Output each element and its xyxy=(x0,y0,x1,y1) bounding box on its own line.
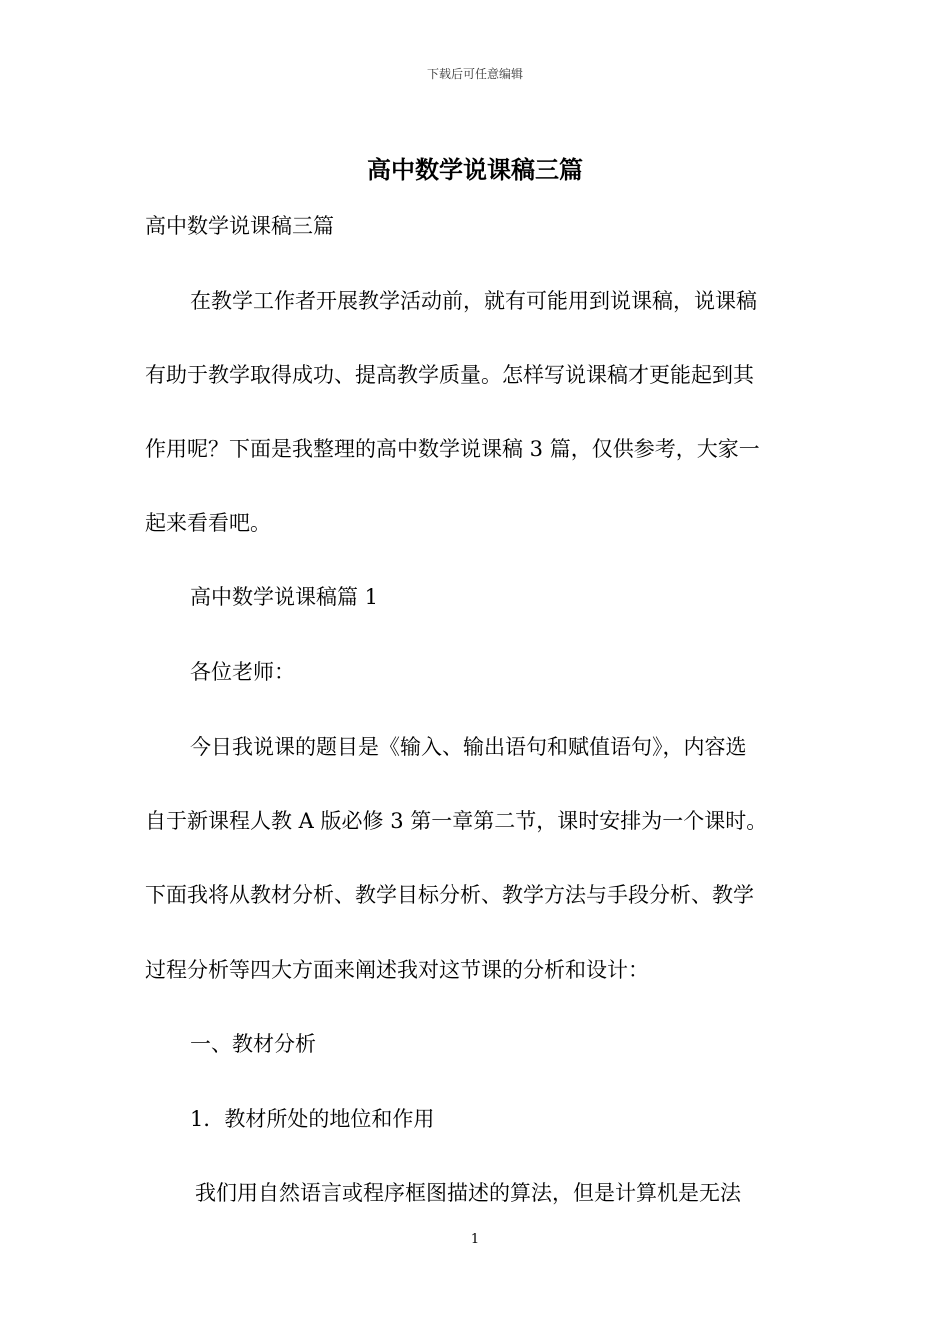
subsection-heading: 1．教材所处的地位和作用 xyxy=(190,1107,435,1131)
document-title: 高中数学说课稿三篇 xyxy=(367,155,583,184)
paragraph-line: 在教学工作者开展教学活动前，就有可能用到说课稿，说课稿 xyxy=(190,289,757,313)
salutation-line: 各位老师： xyxy=(190,660,295,684)
paragraph-line: 作用呢？下面是我整理的高中数学说课稿 3 篇，仅供参考，大家一 xyxy=(145,437,760,461)
paragraph-line: 过程分析等四大方面来阐述我对这节课的分析和设计： xyxy=(145,958,649,982)
paragraph-line: 起来看看吧。 xyxy=(145,511,271,535)
section-heading: 高中数学说课稿篇 1 xyxy=(190,585,379,609)
paragraph-line: 有助于教学取得成功、提高教学质量。怎样写说课稿才更能起到其 xyxy=(145,363,754,387)
paragraph-line: 我们用自然语言或程序框图描述的算法，但是计算机是无法 xyxy=(195,1181,741,1205)
page-number: 1 xyxy=(470,1232,480,1247)
header-note: 下载后可任意编辑 xyxy=(426,67,523,81)
paragraph-line: 自于新课程人教 A 版必修 3 第一章第二节，课时安排为一个课时。 xyxy=(145,809,768,833)
section-heading: 一、教材分析 xyxy=(190,1032,316,1056)
paragraph-line: 下面我将从教材分析、教学目标分析、教学方法与手段分析、教学 xyxy=(145,883,754,907)
paragraph-line: 今日我说课的题目是《输入、输出语句和赋值语句》，内容选 xyxy=(190,735,747,759)
subtitle-line: 高中数学说课稿三篇 xyxy=(145,214,334,238)
